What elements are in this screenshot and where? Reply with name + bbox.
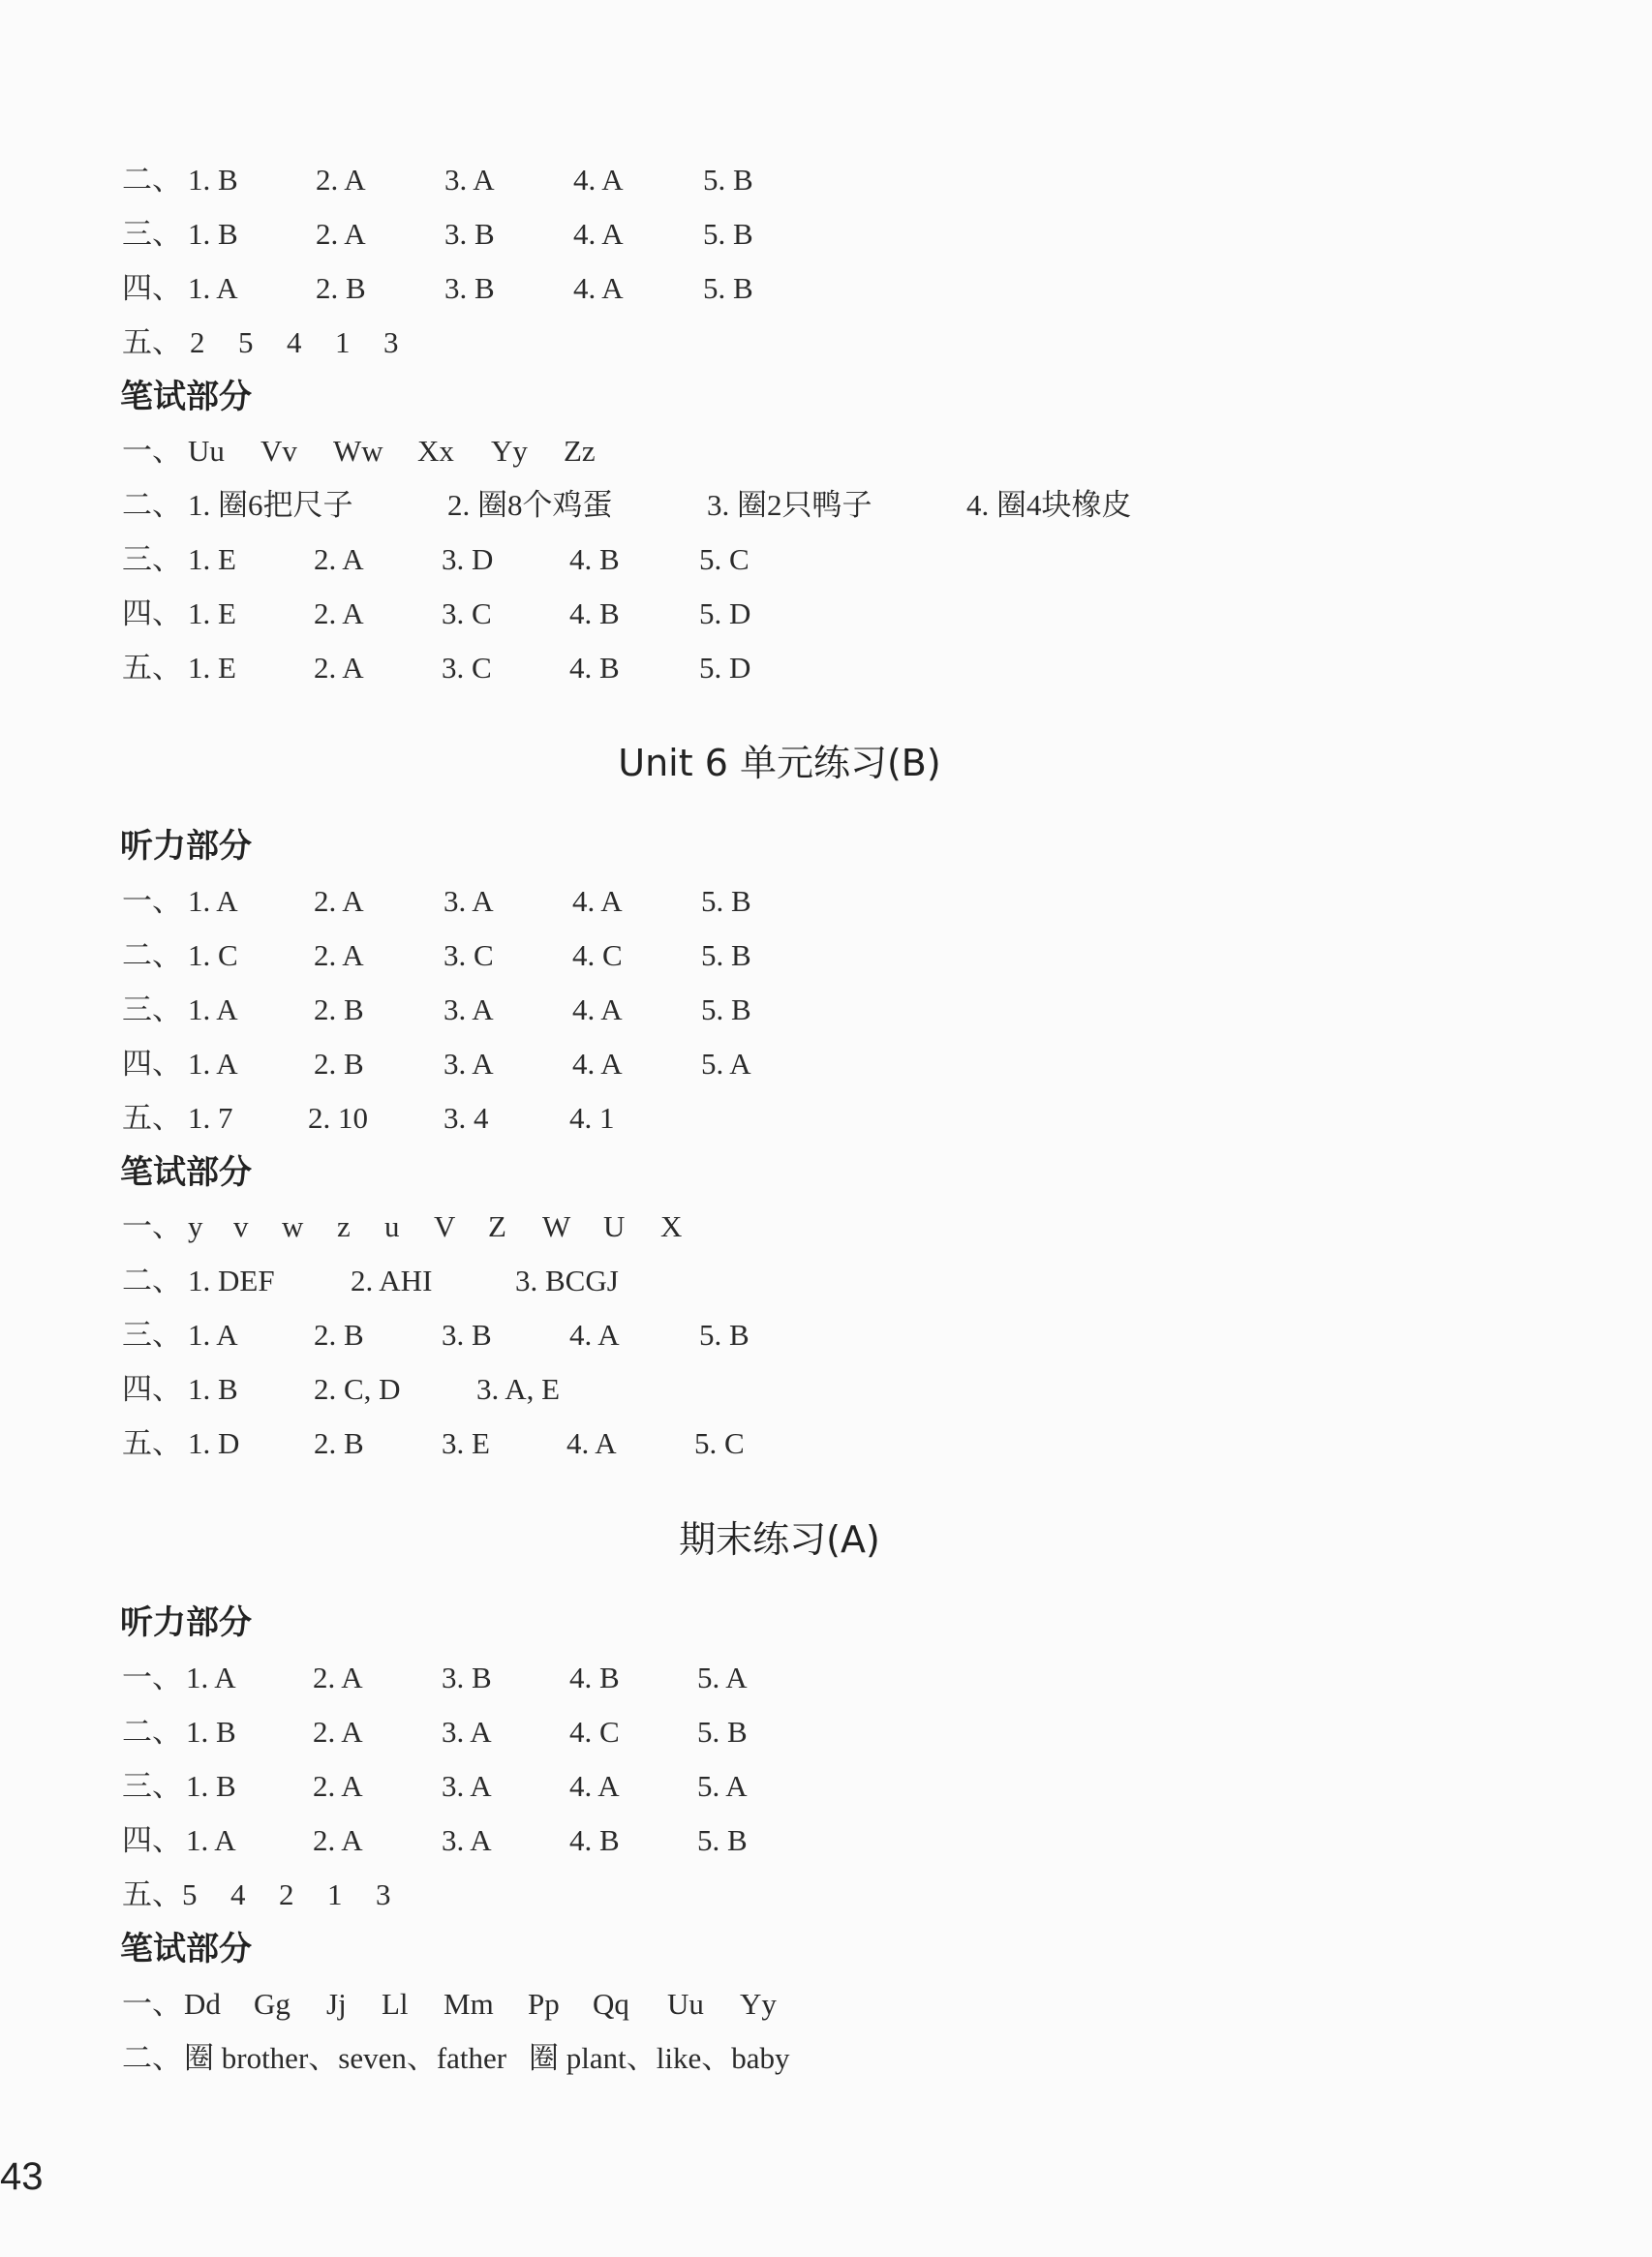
answer-row: 一、 Uu Vv Ww Xx Yy Zz [122, 424, 182, 478]
answer-row: 四、 1. E 2. A 3. C 4. B 5. D [122, 587, 182, 641]
answer-item: u [384, 1209, 400, 1243]
answer-item: 3. A [442, 1769, 492, 1803]
answer-row: 一、 y v w z u V Z W U X [122, 1200, 182, 1254]
answer-item: Mm [444, 1987, 494, 2021]
answer-item: 2. C, D [314, 1372, 401, 1406]
answer-item: 3. A [444, 1047, 494, 1081]
answer-item: Uu [188, 434, 225, 468]
section-heading-listening: 听力部分 [120, 1603, 252, 1642]
answer-item: 2. 10 [308, 1101, 368, 1135]
section-heading-written: 笔试部分 [120, 1153, 252, 1192]
answer-item: 4. B [569, 596, 620, 630]
answer-item: 4. B [569, 1661, 620, 1694]
section-heading-listening: 听力部分 [120, 827, 252, 866]
answer-item: 2. B [316, 271, 366, 305]
answer-item: Vv [260, 434, 297, 468]
answer-item: Z [488, 1209, 506, 1243]
answer-item: 3. B [442, 1318, 492, 1352]
answer-item: 1. E [188, 596, 236, 630]
answer-item: 1. B [186, 1769, 236, 1803]
answer-item: W [542, 1209, 571, 1243]
answer-item: 1. C [188, 938, 238, 972]
answer-item: 1. A [188, 884, 238, 918]
answer-item: 3. D [442, 542, 494, 576]
answer-item: Qq [593, 1987, 629, 2021]
answer-item: 3. C [442, 596, 492, 630]
answer-item: 1. A [188, 1047, 238, 1081]
answer-item: 4. A [569, 1769, 620, 1803]
answer-row: 五、 1. E 2. A 3. C 4. B 5. D [122, 641, 182, 695]
answer-item: Xx [417, 434, 454, 468]
answer-item: 3 [376, 1877, 391, 1911]
answer-item: 4. C [569, 1715, 620, 1749]
answer-item: 3. A [442, 1823, 492, 1857]
answer-item: 1. D [188, 1426, 240, 1460]
answer-item: 2. B [314, 992, 364, 1026]
answer-item: 4. 圈4块橡皮 [966, 488, 1132, 522]
answer-item: 1. A [188, 1318, 238, 1352]
answer-item: 4. A [569, 1318, 620, 1352]
answer-item: 4. 1 [569, 1101, 615, 1135]
answer-row: 三、 1. A 2. B 3. B 4. A 5. B [122, 1308, 182, 1362]
answer-item: 2. A [314, 884, 364, 918]
answer-item: Yy [740, 1987, 777, 2021]
answer-item: 2 [279, 1877, 294, 1911]
answer-item: 2. A [314, 596, 364, 630]
answer-item: 1. B [188, 163, 238, 197]
answer-item: 1. B [188, 1372, 238, 1406]
answer-item: X [660, 1209, 683, 1243]
answer-row: 五、 1. D 2. B 3. E 4. A 5. C [122, 1417, 182, 1471]
answer-item: 3. E [442, 1426, 490, 1460]
answer-item: 1. E [188, 542, 236, 576]
answer-item: 5. A [701, 1047, 751, 1081]
answer-row: 五、 1. 7 2. 10 3. 4 4. 1 [122, 1091, 182, 1145]
answer-row: 三、 1. B 2. A 3. A 4. A 5. A [122, 1759, 182, 1814]
answer-item: 5. B [701, 992, 751, 1026]
answer-item: 1. A [186, 1823, 236, 1857]
answer-item: 4. A [572, 992, 623, 1026]
section-heading-written: 笔试部分 [120, 1930, 252, 1968]
answer-item: 1. B [188, 217, 238, 251]
page-number: 43 [0, 2155, 44, 2198]
answer-item: 5. B [703, 217, 753, 251]
answer-item: 3 [383, 325, 399, 359]
answer-item: 5 [238, 325, 254, 359]
answer-item: 2. A [313, 1769, 363, 1803]
answer-row: 二、 圈 brother、seven、father 圈 plant、like、baby [122, 2031, 182, 2086]
answer-item: 3. A [444, 992, 494, 1026]
answer-item: Ll [382, 1987, 409, 2021]
answer-item: 4. B [569, 651, 620, 685]
answer-item: 2. B [314, 1047, 364, 1081]
answer-item: 2. A [313, 1715, 363, 1749]
answer-item: 1. 圈6把尺子 [188, 488, 353, 522]
final-a-title: 期末练习(A) [679, 1518, 880, 1561]
answer-item: 5. B [701, 938, 751, 972]
answer-item: 4. C [572, 938, 623, 972]
answer-item: 2. B [314, 1426, 364, 1460]
answer-item: 5. B [697, 1715, 748, 1749]
answer-item: 4. B [569, 1823, 620, 1857]
answer-item: 2. AHI [351, 1264, 433, 1297]
answer-item: 5. C [694, 1426, 745, 1460]
answer-item: 5. B [697, 1823, 748, 1857]
answer-item: Pp [528, 1987, 560, 2021]
answer-item: 2. 圈8个鸡蛋 [447, 488, 613, 522]
answer-item: 3. A [444, 884, 494, 918]
answer-item: Ww [333, 434, 383, 468]
answer-row: 一、 Dd Gg Jj Ll Mm Pp Qq Uu Yy [122, 1977, 182, 2031]
answer-item: Yy [491, 434, 528, 468]
answer-row: 四、 1. B 2. C, D 3. A, E [122, 1362, 182, 1417]
answer-row: 二、 1. B 2. A 3. A 4. C 5. B [122, 1705, 182, 1759]
answer-item: 3. A [442, 1715, 492, 1749]
answer-item: 5. A [697, 1661, 748, 1694]
answer-item: 2. B [314, 1318, 364, 1352]
answer-item: 圈 plant、like、baby [529, 2041, 790, 2075]
answer-row: 二、 1. B 2. A 3. A 4. A 5. B [122, 153, 182, 207]
answer-row: 五、 5 4 2 1 3 [122, 1868, 182, 1922]
answer-item: z [337, 1209, 351, 1243]
answer-item: V [434, 1209, 456, 1243]
answer-row: 二、 1. C 2. A 3. C 4. C 5. B [122, 929, 182, 983]
answer-item: 4. A [566, 1426, 617, 1460]
answer-row: 一、 1. A 2. A 3. A 4. A 5. B [122, 874, 182, 929]
answer-item: 2. A [313, 1661, 363, 1694]
answer-item: 3. 圈2只鸭子 [707, 488, 872, 522]
answer-item: 3. A, E [476, 1372, 561, 1406]
answer-item: 1. E [188, 651, 236, 685]
answer-item: U [603, 1209, 626, 1243]
answer-item: 5. D [699, 596, 751, 630]
answer-item: 4 [230, 1877, 246, 1911]
answer-item: 2 [190, 325, 205, 359]
answer-item: 2. A [313, 1823, 363, 1857]
answer-item: 3. BCGJ [515, 1264, 619, 1297]
answer-item: 1. 7 [188, 1101, 233, 1135]
answer-item: 4. A [573, 217, 624, 251]
answer-item: Uu [667, 1987, 704, 2021]
answer-item: v [233, 1209, 249, 1243]
answer-item: 5 [182, 1877, 198, 1911]
answer-item: 圈 brother、seven、father [184, 2041, 507, 2075]
unit6b-title: Unit 6 单元练习(B) [618, 742, 941, 784]
answer-item: 1. A [188, 992, 238, 1026]
answer-item: 2. A [316, 217, 366, 251]
answer-item: 1. A [186, 1661, 236, 1694]
answer-item: 5. B [703, 163, 753, 197]
answer-item: 4. A [573, 163, 624, 197]
answer-row: 三、 1. E 2. A 3. D 4. B 5. C [122, 533, 182, 587]
answer-item: Zz [564, 434, 596, 468]
answer-row: 三、 1. A 2. B 3. A 4. A 5. B [122, 983, 182, 1037]
answer-item: 5. D [699, 651, 751, 685]
answer-item: 2. A [314, 542, 364, 576]
answer-row: 二、 1. 圈6把尺子 2. 圈8个鸡蛋 3. 圈2只鸭子 4. 圈4块橡皮 [122, 478, 182, 533]
answer-item: 4. B [569, 542, 620, 576]
answer-item: 5. B [703, 271, 753, 305]
answer-item: 1. B [186, 1715, 236, 1749]
answer-item: 2. A [314, 938, 364, 972]
answer-row: 三、 1. B 2. A 3. B 4. A 5. B [122, 207, 182, 261]
answer-item: 1 [335, 325, 351, 359]
answer-item: 4. A [572, 1047, 623, 1081]
answer-item: 4. A [572, 884, 623, 918]
answer-item: 3. 4 [444, 1101, 489, 1135]
answer-item: Gg [254, 1987, 291, 2021]
answer-item: Jj [326, 1987, 347, 2021]
answer-row: 一、 1. A 2. A 3. B 4. B 5. A [122, 1651, 182, 1705]
answer-item: 5. B [701, 884, 751, 918]
answer-row: 四、 1. A 2. B 3. A 4. A 5. A [122, 1037, 182, 1091]
answer-item: Dd [184, 1987, 221, 2021]
answer-item: 3. B [442, 1661, 492, 1694]
answer-item: 3. B [444, 271, 495, 305]
answer-item: 1. A [188, 271, 238, 305]
answer-item: 2. A [316, 163, 366, 197]
answer-row: 四、 1. A 2. A 3. A 4. B 5. B [122, 1814, 182, 1868]
answer-item: 3. B [444, 217, 495, 251]
answer-item: 4 [287, 325, 302, 359]
answer-item: w [282, 1209, 304, 1243]
answer-item: 3. C [442, 651, 492, 685]
answer-item: 3. C [444, 938, 494, 972]
answer-item: 1 [327, 1877, 343, 1911]
answer-item: 1. DEF [188, 1264, 275, 1297]
answer-item: 5. A [697, 1769, 748, 1803]
answer-item: 3. A [444, 163, 495, 197]
answer-item: 2. A [314, 651, 364, 685]
answer-row: 二、 1. DEF 2. AHI 3. BCGJ [122, 1254, 182, 1308]
answer-row: 四、 1. A 2. B 3. B 4. A 5. B [122, 261, 182, 316]
section-heading-written: 笔试部分 [120, 378, 252, 416]
answer-row: 五、 2 5 4 1 3 [122, 316, 182, 370]
answer-item: 5. C [699, 542, 750, 576]
answer-item: 5. B [699, 1318, 750, 1352]
answer-item: y [188, 1209, 203, 1243]
answer-item: 4. A [573, 271, 624, 305]
